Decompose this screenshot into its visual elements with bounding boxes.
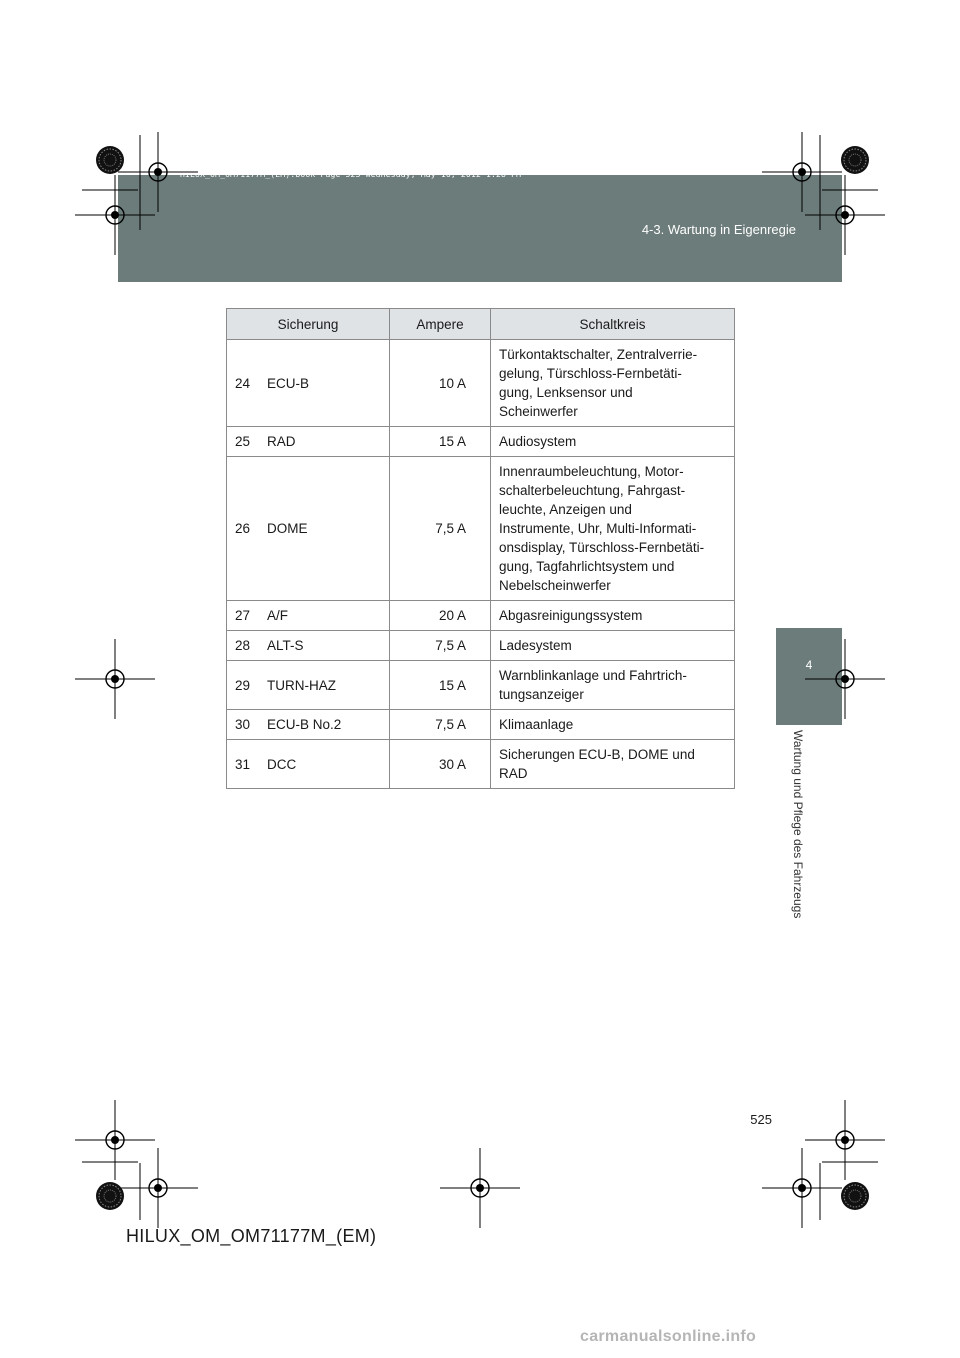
crosshair-icon	[805, 639, 885, 719]
fuse-number: 30	[227, 710, 262, 740]
fuse-ampere: 7,5 A	[390, 457, 491, 601]
chapter-number: 4	[805, 658, 813, 672]
registration-target-icon	[841, 146, 869, 174]
section-title: 4-3. Wartung in Eigenregie	[641, 222, 796, 237]
crosshair-icon	[762, 132, 842, 212]
crosshair-icon	[805, 175, 885, 255]
header-ampere: Ampere	[390, 309, 491, 340]
fuse-name: DCC	[261, 740, 390, 789]
fuse-name: RAD	[261, 427, 390, 457]
crosshair-icon	[762, 1148, 842, 1228]
crosshair-icon	[75, 1100, 155, 1180]
page-number: 525	[750, 1112, 772, 1127]
fuse-circuit: Abgasreinigungssystem	[499, 608, 643, 623]
fuse-ampere: 7,5 A	[390, 710, 491, 740]
crosshair-icon	[805, 1100, 885, 1180]
watermark: carmanualsonline.info	[580, 1328, 757, 1345]
header-sicherung: Sicherung	[227, 309, 390, 340]
fuse-ampere: 15 A	[390, 661, 491, 710]
document-code: HILUX_OM_OM71177M_(EM)	[126, 1226, 377, 1246]
fuse-circuit: Klimaanlage	[499, 717, 574, 732]
fuse-number: 29	[227, 661, 262, 710]
registration-target-icon	[841, 1182, 869, 1210]
book-stamp: HILUX_OM_OM71177M_(EM).book Page 525 Wednesday, May 16, 2012 1:28 PM	[180, 170, 522, 179]
fuse-circuit: Innenraumbeleuchtung, Motor- schalterbeleuchtung, Fahrgast- leuchte, Anzeigen und Instrumente, Uhr, Multi-Informati- onsdisplay, Türschloss-Fernbetäti- gung, Tagfahrlichtsystem und Nebelscheinwerfer	[499, 464, 705, 593]
fuse-name: DOME	[261, 457, 390, 601]
fuse-circuit: Warnblinkanlage und Fahrtrich- tungsanzeiger	[499, 668, 687, 702]
registration-target-icon	[96, 1182, 124, 1210]
fuse-name: A/F	[261, 601, 390, 631]
fuse-ampere: 10 A	[390, 340, 491, 427]
header-schaltkreis: Schaltkreis	[491, 309, 735, 340]
fuse-ampere: 30 A	[390, 740, 491, 789]
fuse-ampere: 7,5 A	[390, 631, 491, 661]
fuse-number: 27	[227, 601, 262, 631]
fuse-name: TURN-HAZ	[261, 661, 390, 710]
fuse-circuit: Ladesystem	[499, 638, 572, 653]
fuse-ampere: 15 A	[390, 427, 491, 457]
fuse-circuit: Audiosystem	[499, 434, 577, 449]
fuse-number: 28	[227, 631, 262, 661]
crosshair-icon	[118, 132, 198, 212]
fuse-name: ECU-B	[261, 340, 390, 427]
fuse-circuit: Sicherungen ECU-B, DOME und RAD	[499, 747, 695, 781]
fuse-ampere: 20 A	[390, 601, 491, 631]
crosshair-icon	[440, 1148, 520, 1228]
fuse-number: 31	[227, 740, 262, 789]
crosshair-icon	[75, 639, 155, 719]
fuse-number: 24	[227, 340, 262, 427]
crosshair-icon	[118, 1148, 198, 1228]
fuse-name: ALT-S	[261, 631, 390, 661]
fuse-name: ECU-B No.2	[261, 710, 390, 740]
chapter-label: Wartung und Pflege des Fahrzeugs	[791, 730, 805, 919]
registration-target-icon	[96, 146, 124, 174]
crosshair-icon	[75, 175, 155, 255]
fuse-number: 25	[227, 427, 262, 457]
fuse-number: 26	[227, 457, 262, 601]
fuse-circuit: Türkontaktschalter, Zentralverrie- gelung, Türschloss-Fernbetäti- gung, Lenksensor und Scheinwerfer	[499, 347, 698, 419]
